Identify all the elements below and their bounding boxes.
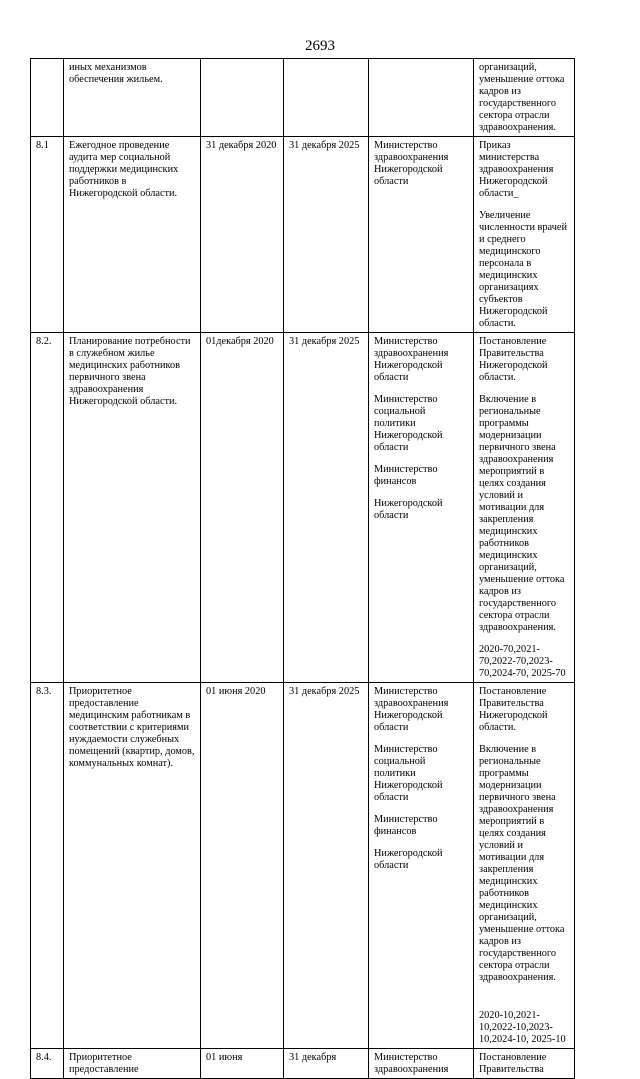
result-paragraph: организаций, уменьшение оттока кадров из государственного сектора отрасли здравоохранения. bbox=[479, 62, 565, 133]
cell-start-date: 31 декабря 2020 bbox=[201, 137, 284, 333]
cell-end-date: 31 декабря 2025 bbox=[284, 683, 369, 1049]
result-paragraph: Увеличение численности врачей и среднего медицинского персонала в медицинских организациях субъектов Нижегородской области. bbox=[479, 210, 567, 329]
table-row bbox=[31, 59, 575, 137]
cell-responsible bbox=[369, 137, 474, 333]
cell-number: 8.1 bbox=[31, 137, 64, 333]
cell-responsible bbox=[369, 333, 474, 683]
responsible-org: Министерство здравоохранения Нижегородской области bbox=[374, 336, 449, 383]
result-paragraph: Включение в региональные программы модернизации первичного звена здравоохранения мероприятий в целях создания условий и мотивации для закрепления медицинских работников медицинских организаций, уменьшение оттока кадров из государственного сектора отрасли здравоохранения. bbox=[479, 394, 565, 633]
result-paragraph: Постановление Правительства bbox=[479, 1052, 547, 1075]
responsible-org: Нижегородской области bbox=[374, 848, 443, 871]
cell-measure-name: Приоритетное предоставление bbox=[64, 1049, 201, 1079]
cell-end-date: 31 декабря bbox=[284, 1049, 369, 1079]
cell-start-date bbox=[201, 59, 284, 137]
cell-measure-name: Приоритетное предоставление медицинским работникам в соответствии с критериями нуждаемости служебных помещений (квартир, домов, коммунальных комнат). bbox=[64, 683, 201, 1049]
cell-result bbox=[474, 1049, 575, 1079]
cell-number: 8.4. bbox=[31, 1049, 64, 1079]
table-row bbox=[31, 1049, 575, 1079]
responsible-org: Нижегородской области bbox=[374, 498, 443, 521]
table-row bbox=[31, 137, 575, 333]
cell-end-date: 31 декабря 2025 bbox=[284, 333, 369, 683]
cell-result bbox=[474, 683, 575, 1049]
cell-start-date: 01декабря 2020 bbox=[201, 333, 284, 683]
cell-responsible bbox=[369, 683, 474, 1049]
cell-responsible bbox=[369, 1049, 474, 1079]
measures-table bbox=[30, 58, 575, 1079]
cell-end-date: 31 декабря 2025 bbox=[284, 137, 369, 333]
cell-start-date: 01 июня 2020 bbox=[201, 683, 284, 1049]
responsible-org: Министерство социальной политики Нижегородской области bbox=[374, 394, 443, 453]
result-paragraph: 2020-70,2021-70,2022-70,2023-70,2024-70, 2025-70 bbox=[479, 644, 566, 679]
cell-number: 8.3. bbox=[31, 683, 64, 1049]
cell-result bbox=[474, 333, 575, 683]
result-paragraph: Постановление Правительства Нижегородской области. bbox=[479, 686, 548, 733]
cell-start-date: 01 июня bbox=[201, 1049, 284, 1079]
result-paragraph: Постановление Правительства Нижегородской области. bbox=[479, 336, 548, 383]
responsible-org: Министерство здравоохранения Нижегородской области bbox=[374, 140, 449, 187]
responsible-org: Министерство здравоохранения Нижегородской области bbox=[374, 686, 449, 733]
cell-responsible bbox=[369, 59, 474, 137]
measures-table-body bbox=[31, 59, 575, 1079]
cell-number bbox=[31, 59, 64, 137]
cell-end-date bbox=[284, 59, 369, 137]
responsible-org: Министерство финансов bbox=[374, 464, 438, 487]
table-row bbox=[31, 683, 575, 1049]
cell-measure-name: иных механизмов обеспечения жильем. bbox=[64, 59, 201, 137]
table-row bbox=[31, 333, 575, 683]
cell-measure-name: Планирование потребности в служебном жилье медицинских работников первичного звена здравоохранения Нижегородской области. bbox=[64, 333, 201, 683]
cell-result bbox=[474, 59, 575, 137]
cell-result bbox=[474, 137, 575, 333]
result-paragraph: Приказ министерства здравоохранения Нижегородской области_ bbox=[479, 140, 554, 199]
responsible-org: Министерство финансов bbox=[374, 814, 438, 837]
responsible-org: Министерство социальной политики Нижегородской области bbox=[374, 744, 443, 803]
cell-number: 8.2. bbox=[31, 333, 64, 683]
page-number: 2693 bbox=[305, 38, 335, 54]
result-paragraph: 2020-10,2021-10,2022-10,2023-10,2024-10, 2025-10 bbox=[479, 1010, 566, 1045]
responsible-org: Министерство здравоохранения bbox=[374, 1052, 449, 1075]
cell-measure-name: Ежегодное проведение аудита мер социальной поддержки медицинских работников в Нижегородской области. bbox=[64, 137, 201, 333]
result-paragraph: Включение в региональные программы модернизации первичного звена здравоохранения мероприятий в целях создания условий и мотивации для закрепления медицинских работников медицинских организаций, уменьшение оттока кадров из государственного сектора отрасли здравоохранения. bbox=[479, 744, 565, 983]
spacer bbox=[479, 994, 570, 1010]
